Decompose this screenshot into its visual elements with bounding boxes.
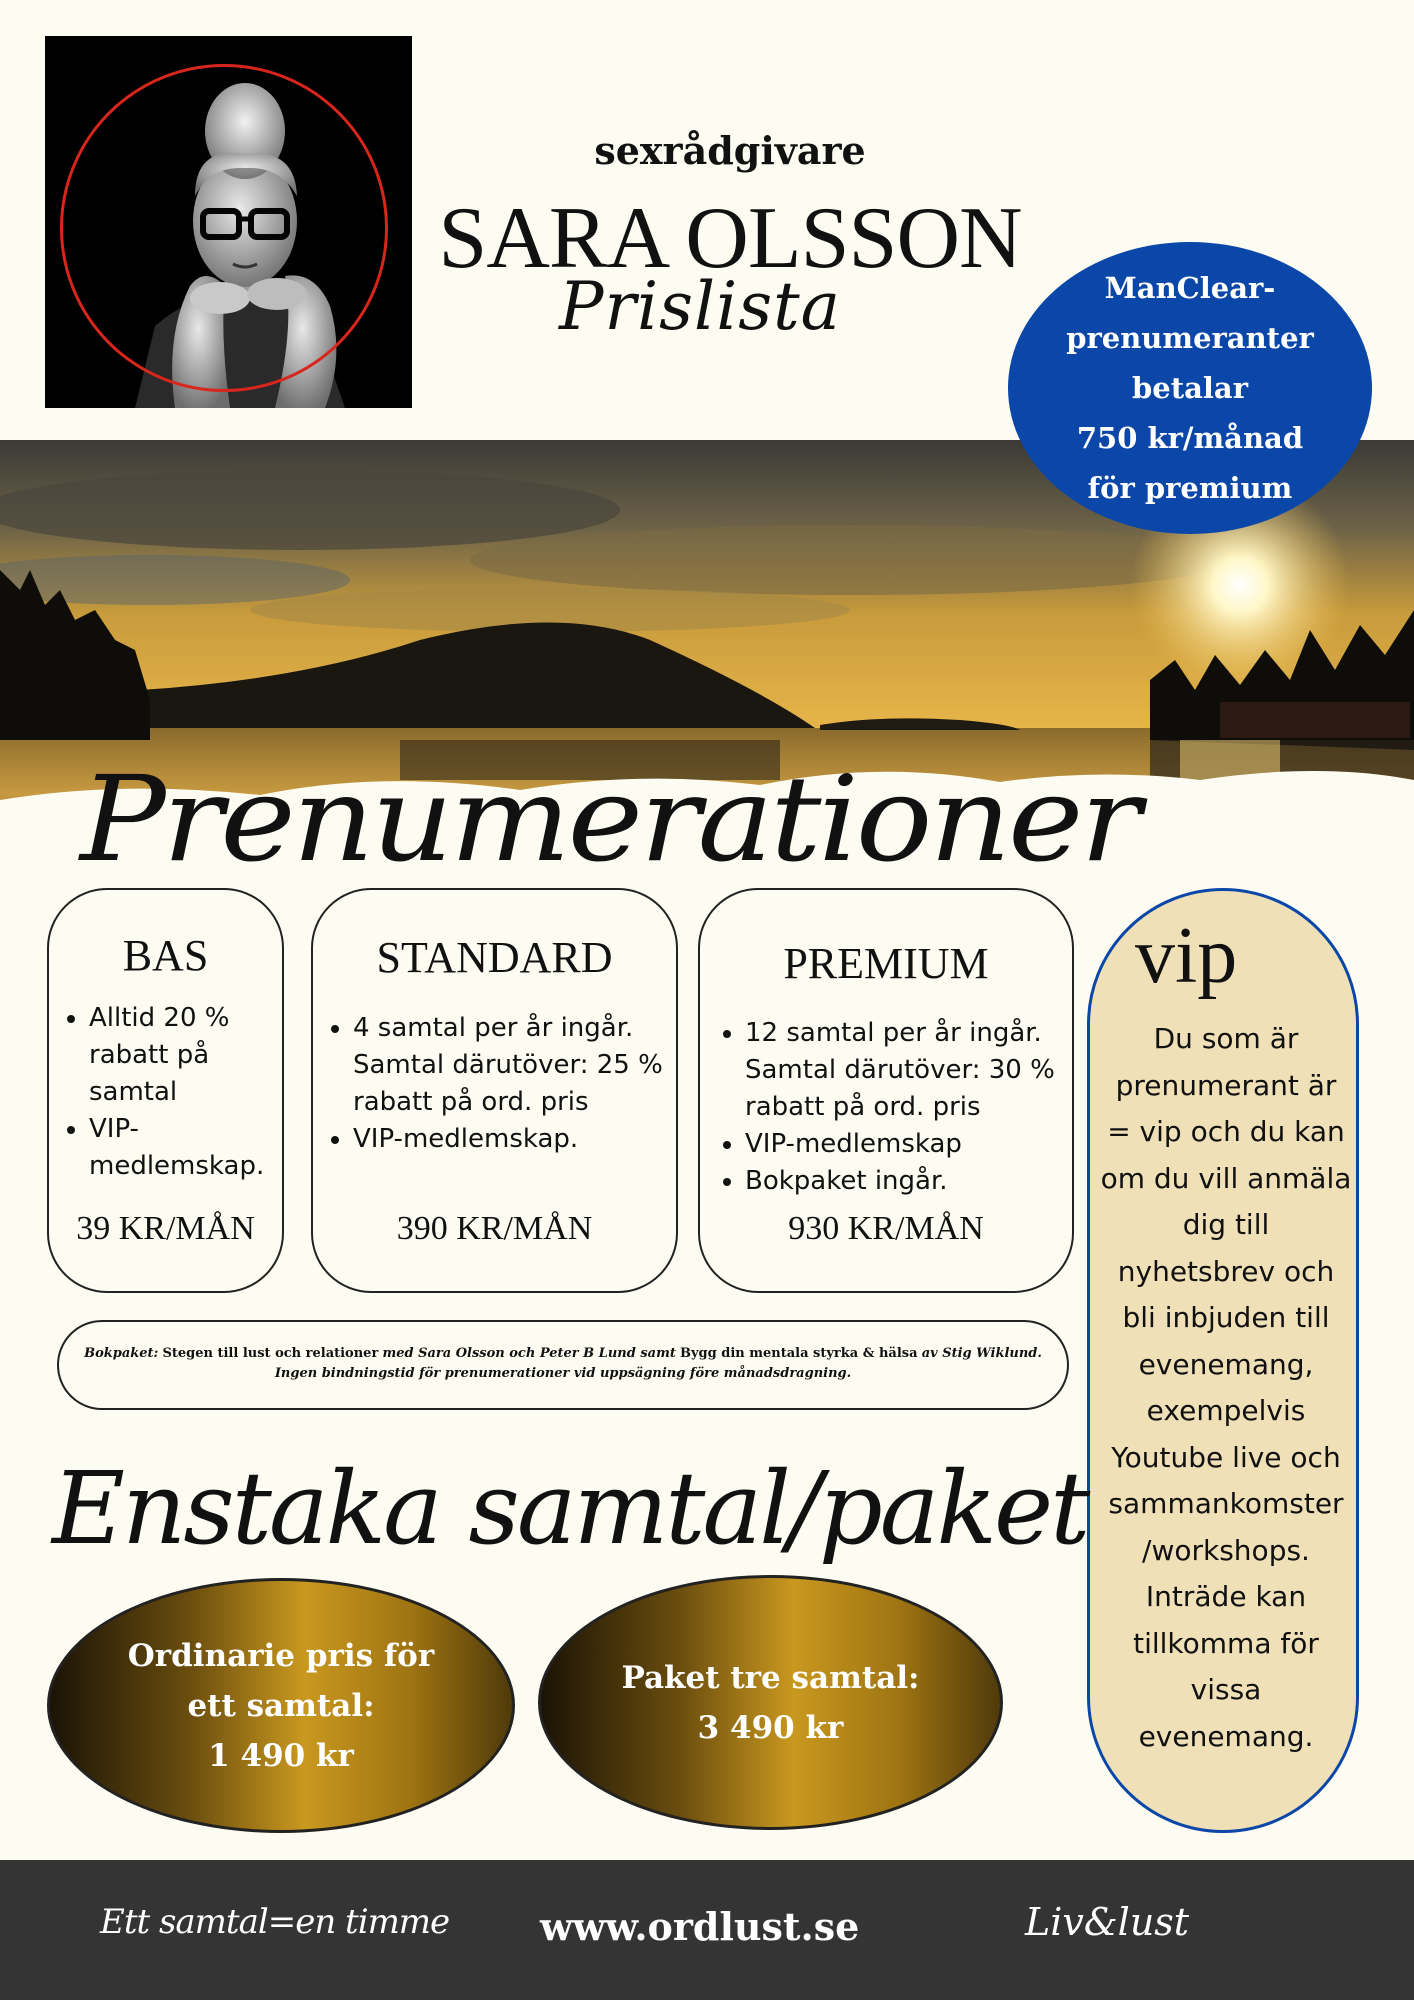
note-label: Bokpaket: (84, 1346, 159, 1361)
price-list-heading: Prislista (559, 268, 841, 345)
package-price-value: 3 490 kr (697, 1709, 844, 1746)
book-package-note (57, 1320, 1069, 1410)
portrait-photo (45, 36, 412, 408)
badge-line: 750 kr/månad (1076, 421, 1304, 455)
plan-price: 39 KR/MÅN (76, 1210, 255, 1247)
badge-line: betalar (1132, 371, 1248, 405)
plan-features (353, 1010, 673, 1158)
footer-brand: Liv&lust (1025, 1900, 1190, 1944)
ordinary-price-value: 1 490 kr (208, 1737, 354, 1774)
ordinary-price-oval (47, 1578, 515, 1833)
website-link[interactable]: www.ordlust.se (540, 1904, 860, 1949)
standard-plan-card (311, 888, 678, 1293)
ordinary-price-label: Ordinarie pris för ett samtal: (127, 1637, 435, 1724)
note-authors: av Stig Wiklund. (921, 1346, 1042, 1361)
badge-line: för premium (1087, 471, 1293, 505)
page-title: SARA OLSSON (438, 190, 1022, 287)
plan-price: 930 KR/MÅN (788, 1210, 984, 1247)
note-line-2: Ingen bindningstid för prenumerationer vid uppsägning före månadsdragning. (274, 1366, 852, 1381)
plan-feature: • Bokpaket ingår. (745, 1163, 1075, 1200)
vip-panel (1087, 888, 1359, 1833)
vip-title: vip (1135, 912, 1238, 1000)
footer (0, 1860, 1414, 2000)
plan-title: STANDARD (376, 933, 613, 982)
plan-feature: • 12 samtal per år ingår. Samtal därutöver: 30 % rabatt på ord. pris (745, 1015, 1075, 1126)
plan-feature: • 4 samtal per år ingår. Samtal därutöver: 25 % rabatt på ord. pris (353, 1010, 673, 1121)
badge-line: ManClear- (1104, 271, 1276, 305)
single-sessions-heading: Enstaka samtal/paket (52, 1450, 1088, 1567)
plan-feature: • Alltid 20 % rabatt på samtal (89, 1000, 279, 1111)
plan-price: 390 KR/MÅN (396, 1210, 593, 1247)
manclear-badge (1008, 242, 1372, 534)
note-book-title: Bygg din mentala styrka & hälsa (679, 1346, 918, 1361)
plan-title: BAS (122, 931, 209, 980)
footer-tagline: Ett samtal=en timme (100, 1902, 450, 1942)
badge-line: prenumeranter (1066, 321, 1314, 355)
subscriptions-heading: Prenumerationer (80, 750, 1138, 888)
plan-feature: • VIP-medlemskap. (353, 1121, 673, 1158)
premium-plan-card (698, 888, 1074, 1293)
note-book-title: Stegen till lust och relationer (162, 1346, 379, 1361)
plan-features (745, 1015, 1075, 1200)
package-price-oval (538, 1575, 1003, 1830)
plan-feature: • VIP-medlemskap. (89, 1111, 279, 1185)
portrait-ring (60, 64, 388, 392)
plan-title: PREMIUM (783, 939, 989, 988)
plan-features (89, 1000, 279, 1185)
vip-description: Du som är prenumerant är = vip och du kan om du vill anmäla dig till nyhetsbrev och bli inbjuden till evenemang, exempelvis Youtube live och sammankomster /workshops. Inträde kan tillkomma för vissa evenemang. (1100, 1022, 1352, 1753)
plan-feature: • VIP-medlemskap (745, 1126, 1075, 1163)
note-line-1 (59, 1344, 1067, 1364)
bas-plan-card (47, 888, 284, 1293)
package-price-label: Paket tre samtal: (621, 1659, 920, 1696)
note-authors: med Sara Olsson och Peter B Lund samt (382, 1346, 676, 1361)
subtitle: sexrådgivare (594, 128, 866, 173)
